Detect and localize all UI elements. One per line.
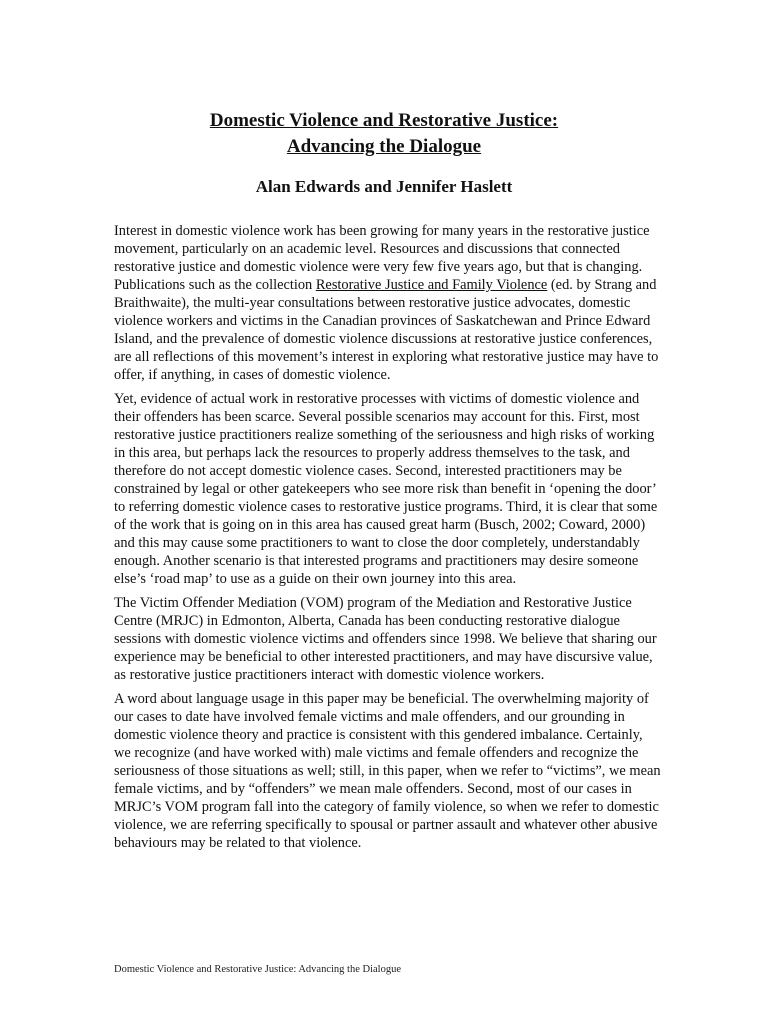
title-line-1: Domestic Violence and Restorative Justice: <box>209 110 559 131</box>
page-footer: Domestic Violence and Restorative Justice: Advancing the Dialogue <box>114 964 401 975</box>
document-authors: Alan Edwards and Jennifer Haslett <box>255 177 513 196</box>
paragraph-3: The Victim Offender Mediation (VOM) program of the Mediation and Restorative Justice Centre (MRJC) in Edmonton, Alberta, Canada has been conducting restorative dialogue sessions with domestic violence victims and offenders since 1998. We believe that sharing our experience may be beneficial to other interested practitioners, and may have discursive value, as restorative justice practitioners interact with domestic violence workers. <box>114 595 657 683</box>
paragraph-1-text-start: Interest in domestic violence work has been growing for many years in the restorative justice movement, particularly on an academic level. Resources and discussions that connected restorative justice and domestic violence were very few five years ago, but that is changing. Publications such as the collection <box>114 223 650 293</box>
paragraph-1 <box>114 222 662 384</box>
paragraph-4: A word about language usage in this paper may be beneficial. The overwhelming majority of our cases to date have involved female victims and male offenders, and our grounding in domestic violence theory and practice is consistent with this gendered imbalance. Certainly, we recognize (and have worked with) male victims and female offenders and recognize the seriousness of those situations as well; still, in this paper, when we refer to “victims”, we mean female victims, and by “offenders” we mean male offenders. Second, most of our cases in MRJC’s VOM program fall into the category of family violence, so when we refer to domestic violence, we are referring specifically to spousal or partner assault and whatever other abusive behaviours may be related to that violence. <box>114 691 661 851</box>
document-title <box>0 108 768 160</box>
publication-title: Restorative Justice and Family Violence <box>315 277 548 293</box>
title-line-2: Advancing the Dialogue <box>286 136 482 157</box>
paragraph-2: Yet, evidence of actual work in restorative processes with victims of domestic violence and their offenders has been scarce. Several possible scenarios may account for this. First, most restorative justice practitioners realize something of the seriousness and high risks of working in this area, but perhaps lack the resources to properly address themselves to the task, and therefore do not accept domestic violence cases. Second, interested practitioners may be constrained by legal or other gatekeepers who see more risk than benefit in ‘opening the door’ to referring domestic violence cases to restorative justice programs. Third, it is clear that some of the work that is going on in this area has caused great harm (Busch, 2002; Coward, 2000) and this may cause some practitioners to want to close the door completely, understandably enough. Another scenario is that interested programs and practitioners may desire someone else’s ‘road map’ to use as a guide on their own journey into this area. <box>114 391 658 587</box>
document-body <box>114 222 662 858</box>
paragraph-1-text-end: (ed. by Strang and Braithwaite), the multi-year consultations between restorative justice advocates, domestic violence workers and victims in the Canadian provinces of Saskatchewan and Prince Edward Island, and the prevalence of domestic violence discussions at restorative justice conferences, are all reflections of this movement’s interest in exploring what restorative justice may have to offer, if anything, in cases of domestic violence. <box>114 277 659 383</box>
